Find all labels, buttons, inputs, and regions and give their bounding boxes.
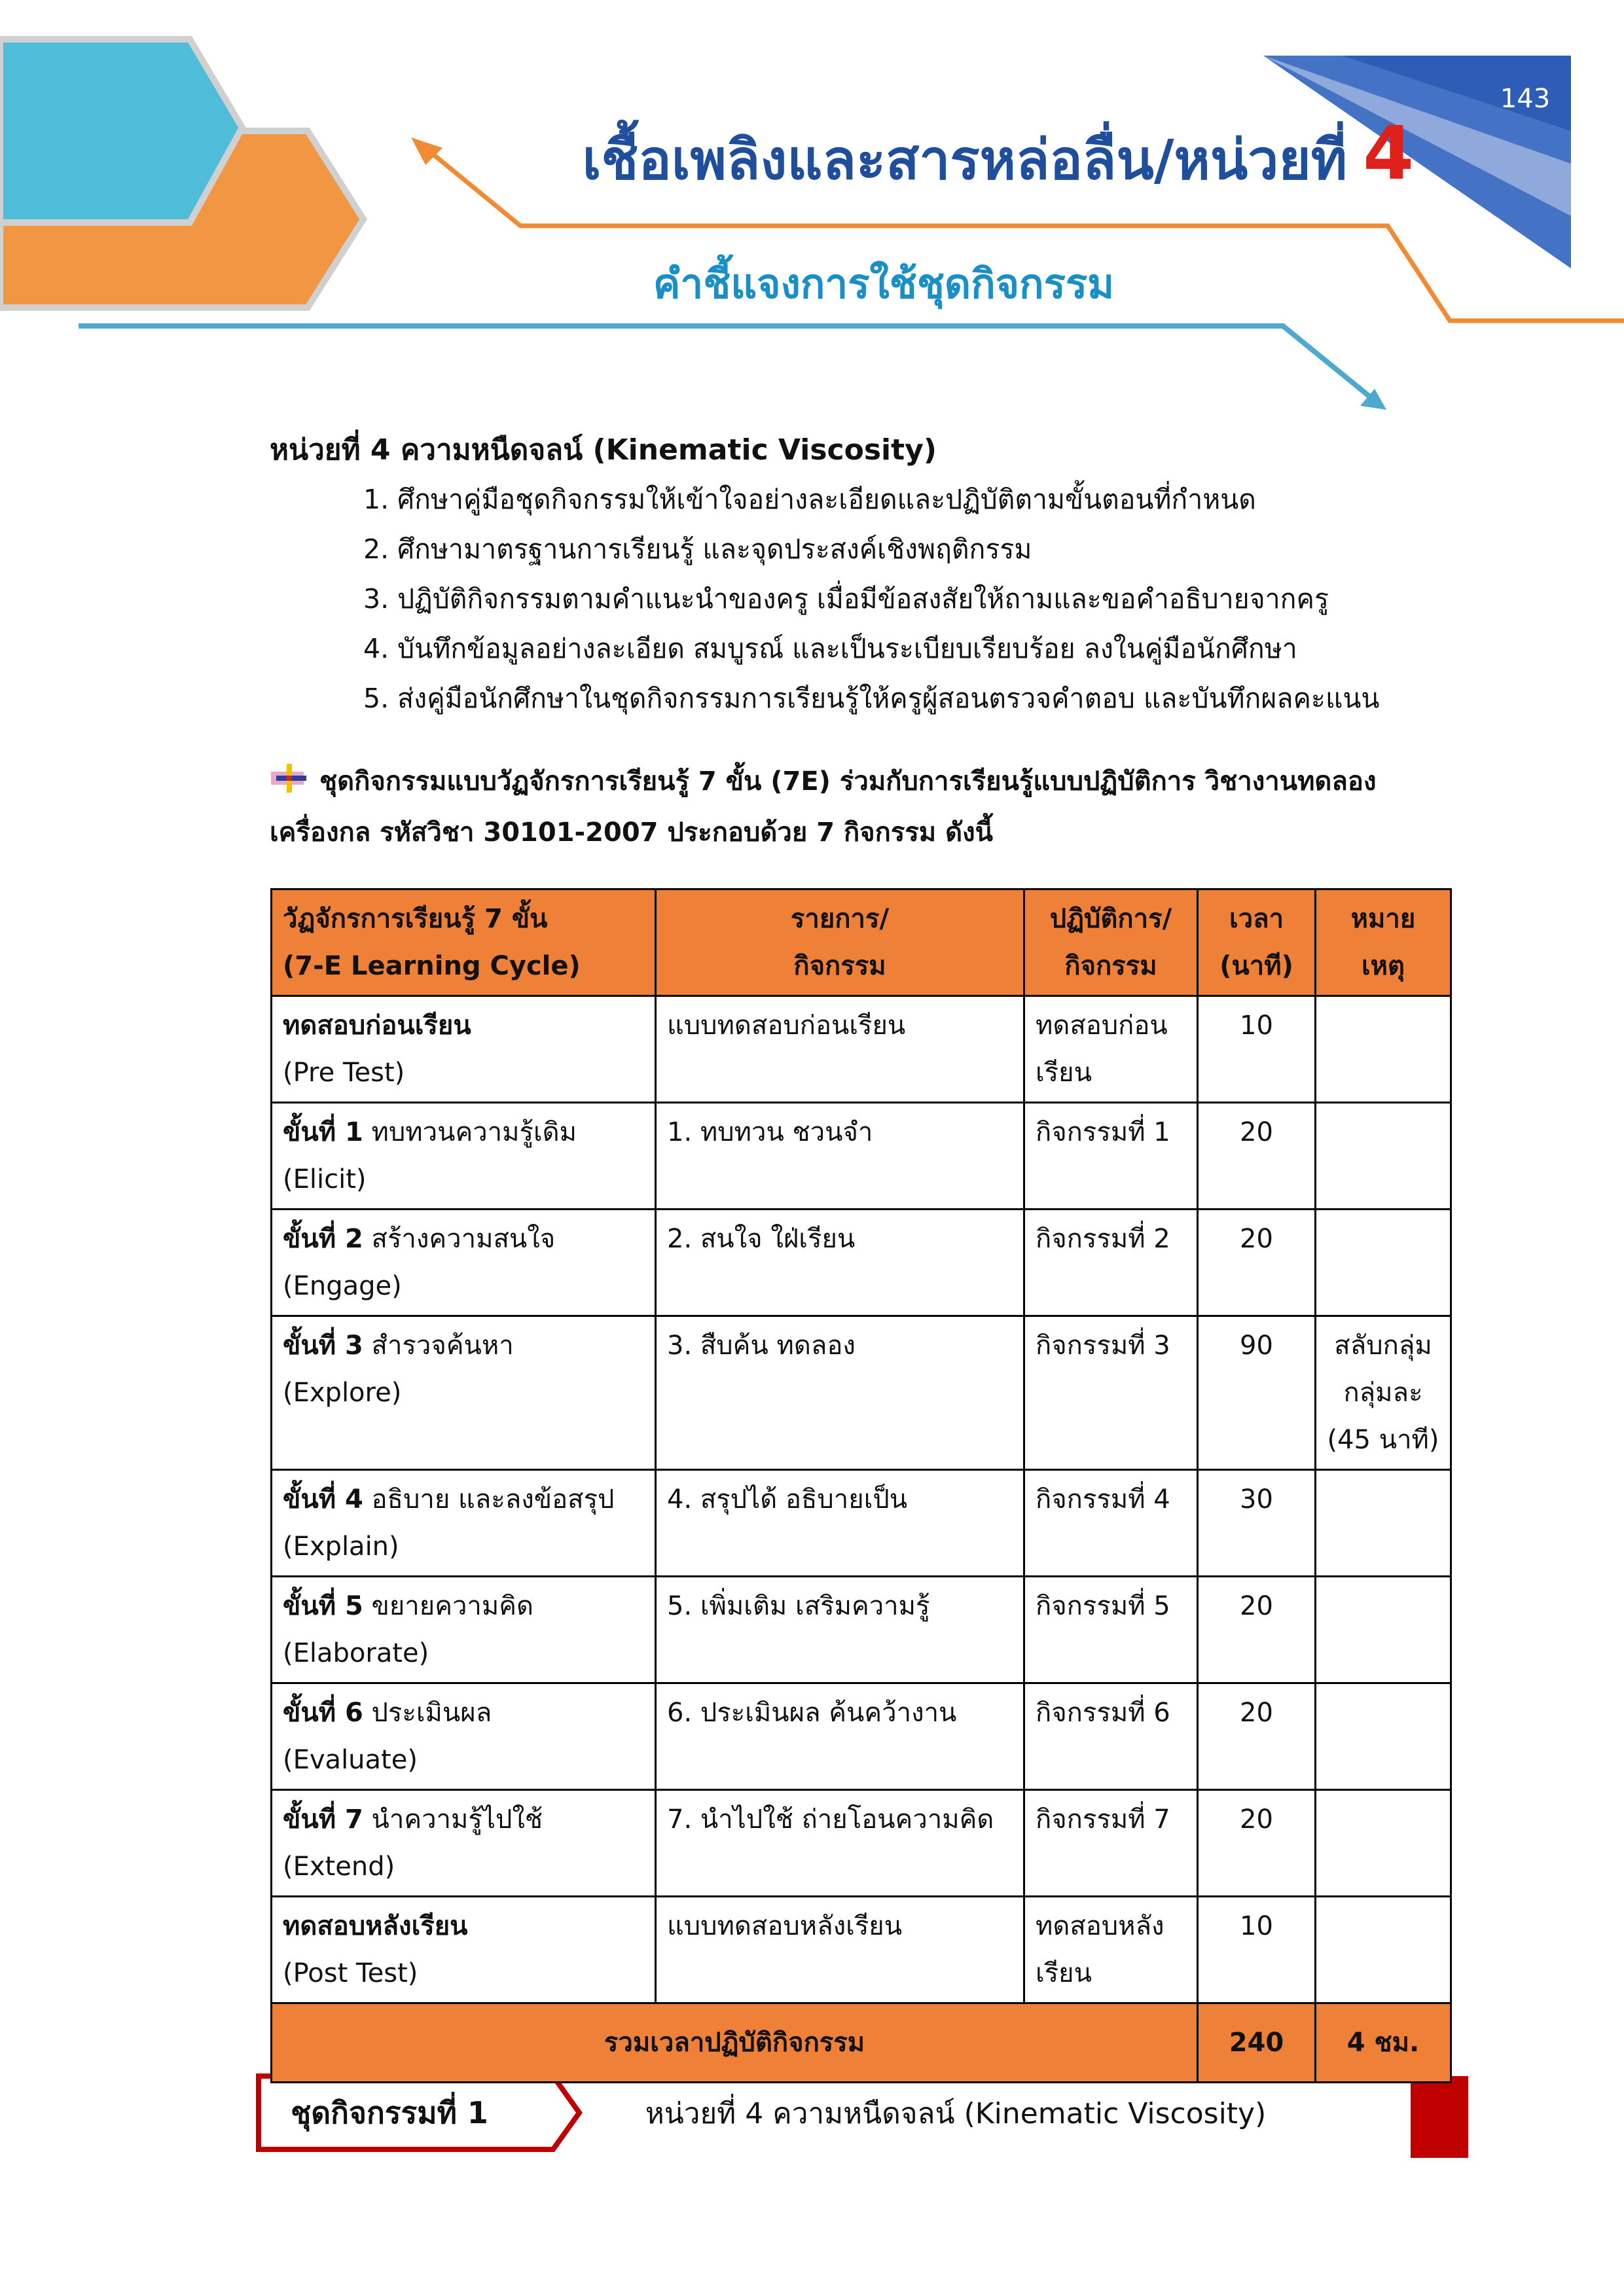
- page-number: 143: [1500, 84, 1551, 114]
- table-row: [272, 1577, 1451, 1683]
- footer-activity-label: ชุดกิจกรรมที่ 1: [291, 2095, 488, 2130]
- item-cell: 4. สรุปได้ อธิบายเป็น: [656, 1470, 1024, 1577]
- practice-cell: กิจกรรมที่ 4: [1024, 1470, 1198, 1577]
- cyan-line: [79, 326, 1375, 401]
- header-practice: ปฏิบัติการ/ กิจกรรม: [1024, 889, 1198, 996]
- stage-cell: ขั้นที่ 2 สร้างความสนใจ (Engage): [272, 1210, 656, 1316]
- note-cell: [1316, 1210, 1451, 1316]
- practice-cell: กิจกรรมที่ 5: [1024, 1577, 1198, 1683]
- practice-cell: ทดสอบก่อนเรียน: [1024, 996, 1198, 1103]
- stage-cell: ทดสอบหลังเรียน (Post Test): [272, 1897, 656, 2003]
- footer-unit-text: หน่วยที่ 4 ความหนืดจลน์ (Kinematic Viscosity): [645, 2097, 1267, 2130]
- stage-cell: ขั้นที่ 4 อธิบาย และลงข้อสรุป (Explain): [272, 1470, 656, 1577]
- note-cell: [1316, 1897, 1451, 2003]
- note-cell: [1316, 996, 1451, 1103]
- practice-cell: กิจกรรมที่ 7: [1024, 1790, 1198, 1897]
- stage-cell: ทดสอบก่อนเรียน (Pre Test): [272, 996, 656, 1103]
- table-row: [272, 1897, 1451, 2003]
- stage-cell: ขั้นที่ 5 ขยายความคิด (Elaborate): [272, 1577, 656, 1683]
- note-cell: [1316, 1103, 1451, 1210]
- unit-title: [458, 111, 1414, 203]
- unit-title-text: เชื้อเพลิงและสารหล่อลื่น/หน่วยที่: [582, 128, 1348, 192]
- instruction-item: 1. ศึกษาคู่มือชุดกิจกรรมให้เข้าใจอย่างละเอียดและปฏิบัติตามขั้นตอนที่กำหนด: [363, 484, 1256, 515]
- item-cell: 1. ทบทวน ชวนจำ: [656, 1103, 1024, 1210]
- practice-cell: กิจกรรมที่ 2: [1024, 1210, 1198, 1316]
- unit-number: 4: [1363, 111, 1414, 196]
- table-row: [272, 996, 1451, 1103]
- item-cell: 3. สืบค้น ทดลอง: [656, 1316, 1024, 1470]
- instruction-list: [363, 475, 1379, 723]
- activity-description-text: ชุดกิจกรรมแบบวัฏจักรการเรียนรู้ 7 ขั้น (7E) ร่วมกับการเรียนรู้แบบปฏิบัติการ วิชางานทดลองเครื่องกล รหัสวิชา 30101-2007 ประกอบด้วย 7 กิจกรรม ดังนี้: [270, 766, 1377, 848]
- practice-cell: ทดสอบหลังเรียน: [1024, 1897, 1198, 2003]
- time-cell: 20: [1198, 1790, 1316, 1897]
- table-row: [272, 1316, 1451, 1470]
- instruction-item: 2. ศึกษามาตรฐานการเรียนรู้ และจุดประสงค์เชิงพฤติกรรม: [363, 533, 1032, 565]
- practice-cell: กิจกรรมที่ 1: [1024, 1103, 1198, 1210]
- item-cell: แบบทดสอบหลังเรียน: [656, 1897, 1024, 2003]
- time-cell: 30: [1198, 1470, 1316, 1577]
- time-cell: 20: [1198, 1577, 1316, 1683]
- stage-cell: ขั้นที่ 7 นำความรู้ไปใช้ (Extend): [272, 1790, 656, 1897]
- time-cell: 20: [1198, 1683, 1316, 1790]
- time-cell: 90: [1198, 1316, 1316, 1470]
- note-cell: [1316, 1577, 1451, 1683]
- instruction-item: 5. ส่งคู่มือนักศึกษาในชุดกิจกรรมการเรียนรู้ให้ครูผู้สอนตรวจคำตอบ และบันทึกผลคะแนน: [363, 683, 1380, 714]
- section-heading: หน่วยที่ 4 ความหนืดจลน์ (Kinematic Viscosity): [270, 433, 937, 467]
- header-cycle: วัฏจักรการเรียนรู้ 7 ขั้น (7-E Learning Cycle): [272, 889, 656, 996]
- item-cell: แบบทดสอบก่อนเรียน: [656, 996, 1024, 1103]
- practice-cell: กิจกรรมที่ 6: [1024, 1683, 1198, 1790]
- header-item: รายการ/ กิจกรรม: [656, 889, 1024, 996]
- note-cell: [1316, 1470, 1451, 1577]
- stage-cell: ขั้นที่ 3 สำรวจค้นหา (Explore): [272, 1316, 656, 1470]
- total-label: รวมเวลาปฏิบัติกิจกรรม: [272, 2003, 1198, 2083]
- table-row: [272, 1790, 1451, 1897]
- note-cell: [1316, 1683, 1451, 1790]
- time-cell: 10: [1198, 1897, 1316, 2003]
- cyan-arrow-shape: [0, 39, 242, 223]
- activity-description: [270, 756, 1454, 858]
- item-cell: 7. นำไปใช้ ถ่ายโอนความคิด: [656, 1790, 1024, 1897]
- pushpin-icon: [270, 762, 309, 794]
- header-note: หมาย เหตุ: [1316, 889, 1451, 996]
- note-cell: [1316, 1790, 1451, 1897]
- table-row: [272, 1210, 1451, 1316]
- footer-red-block: [1411, 2076, 1468, 2158]
- note-cell: สลับกลุ่ม กลุ่มละ (45 นาที): [1316, 1316, 1451, 1470]
- practice-cell: กิจกรรมที่ 3: [1024, 1316, 1198, 1470]
- table-row: [272, 1103, 1451, 1210]
- time-cell: 20: [1198, 1210, 1316, 1316]
- header-time: เวลา (นาที): [1198, 889, 1316, 996]
- item-cell: 5. เพิ่มเติม เสริมความรู้: [656, 1577, 1024, 1683]
- stage-cell: ขั้นที่ 1 ทบทวนความรู้เดิม (Elicit): [272, 1103, 656, 1210]
- time-cell: 20: [1198, 1103, 1316, 1210]
- table-row: [272, 1470, 1451, 1577]
- instruction-item: 3. ปฏิบัติกิจกรรมตามคำแนะนำของครู เมื่อมีข้อสงสัยให้ถามและขอคำอธิบายจากครู: [363, 583, 1329, 615]
- table-row: [272, 1683, 1451, 1790]
- time-cell: 10: [1198, 996, 1316, 1103]
- instruction-item: 4. บันทึกข้อมูลอย่างละเอียด สมบูรณ์ และเป็นระเบียบเรียบร้อย ลงในคู่มือนักศึกษา: [363, 633, 1297, 664]
- page-subtitle: คำชี้แจงการใช้ชุดกิจกรรม: [653, 260, 1115, 308]
- total-note: 4 ชม.: [1316, 2003, 1451, 2083]
- activity-table: [270, 888, 1452, 2083]
- item-cell: 2. สนใจ ใฝ่เรียน: [656, 1210, 1024, 1316]
- stage-cell: ขั้นที่ 6 ประเมินผล (Evaluate): [272, 1683, 656, 1790]
- table-header-row: [272, 889, 1451, 996]
- item-cell: 6. ประเมินผล ค้นคว้างาน: [656, 1683, 1024, 1790]
- total-time: 240: [1198, 2003, 1316, 2083]
- table-total-row: [272, 2003, 1451, 2083]
